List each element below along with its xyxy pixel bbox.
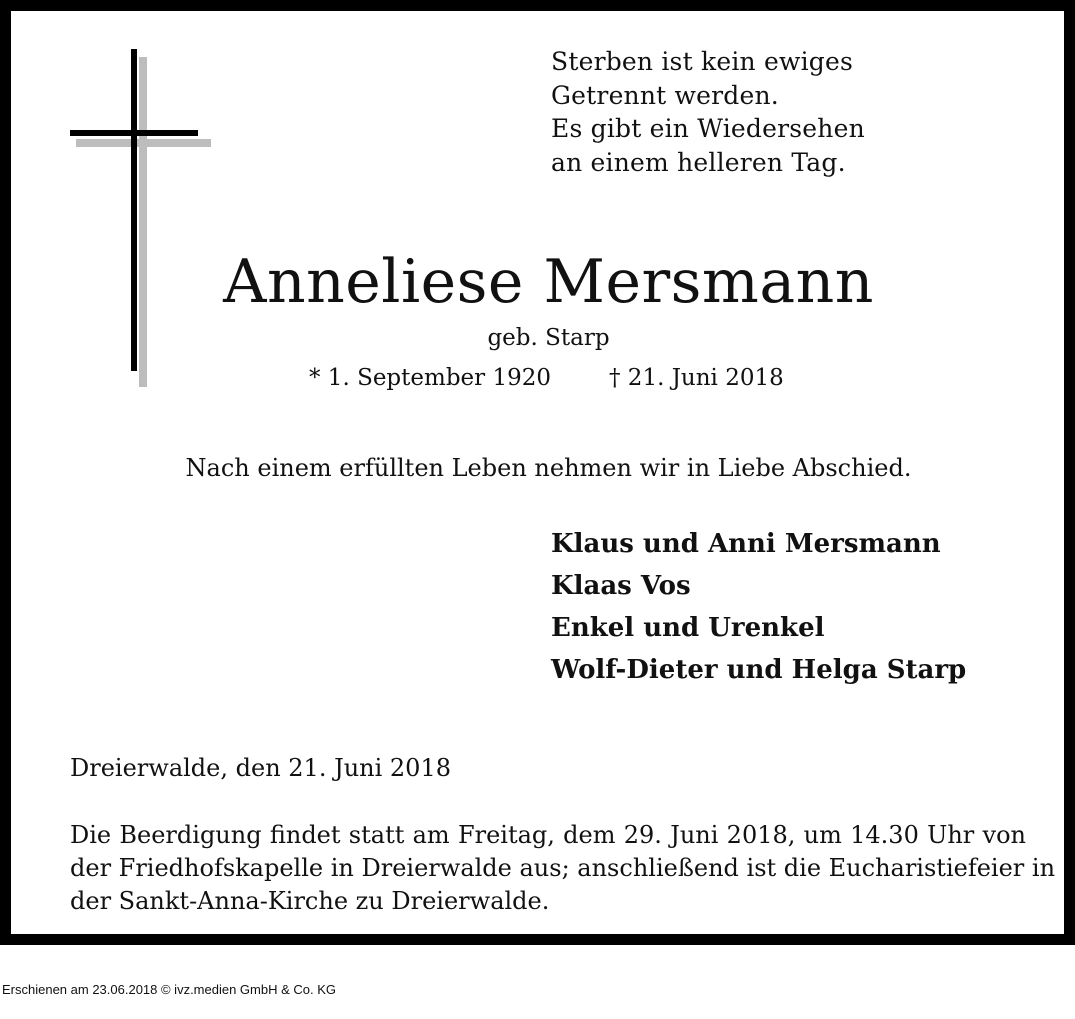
- birth-name: geb. Starp: [487, 325, 610, 351]
- deceased-name: Anneliese Mersmann: [223, 247, 874, 317]
- funeral-line: der Sankt-Anna-Kirche zu Dreierwalde.: [70, 887, 550, 915]
- mourners-list: [551, 523, 966, 691]
- funeral-info: [70, 819, 1056, 918]
- poem: [551, 45, 865, 179]
- place-date: Dreierwalde, den 21. Juni 2018: [70, 754, 451, 782]
- funeral-line: der Friedhofskapelle in Dreierwalde aus; anschließend ist die Eucharistiefeier in: [70, 854, 1056, 882]
- mourner: Wolf-Dieter und Helga Starp: [551, 655, 967, 685]
- farewell-text: Nach einem erfüllten Leben nehmen wir in Liebe Abschied.: [185, 454, 912, 482]
- poem-line: Sterben ist kein ewiges: [551, 47, 853, 76]
- poem-line: Es gibt ein Wiedersehen: [551, 114, 865, 143]
- death-date: † 21. Juni 2018: [609, 365, 784, 391]
- poem-line: Getrennt werden.: [551, 80, 779, 110]
- funeral-line: Die Beerdigung findet statt am Freitag, dem 29. Juni 2018, um 14.30 Uhr von: [70, 821, 1026, 849]
- poem-line: an einem helleren Tag.: [551, 147, 846, 177]
- birth-date: * 1. September 1920: [309, 365, 551, 391]
- mourner: Enkel und Urenkel: [551, 613, 825, 643]
- mourner: Klaus und Anni Mersmann: [551, 529, 941, 559]
- mourner: Klaas Vos: [551, 571, 691, 601]
- publication-footer: Erschienen am 23.06.2018 © ivz.medien GmbH & Co. KG: [2, 982, 337, 997]
